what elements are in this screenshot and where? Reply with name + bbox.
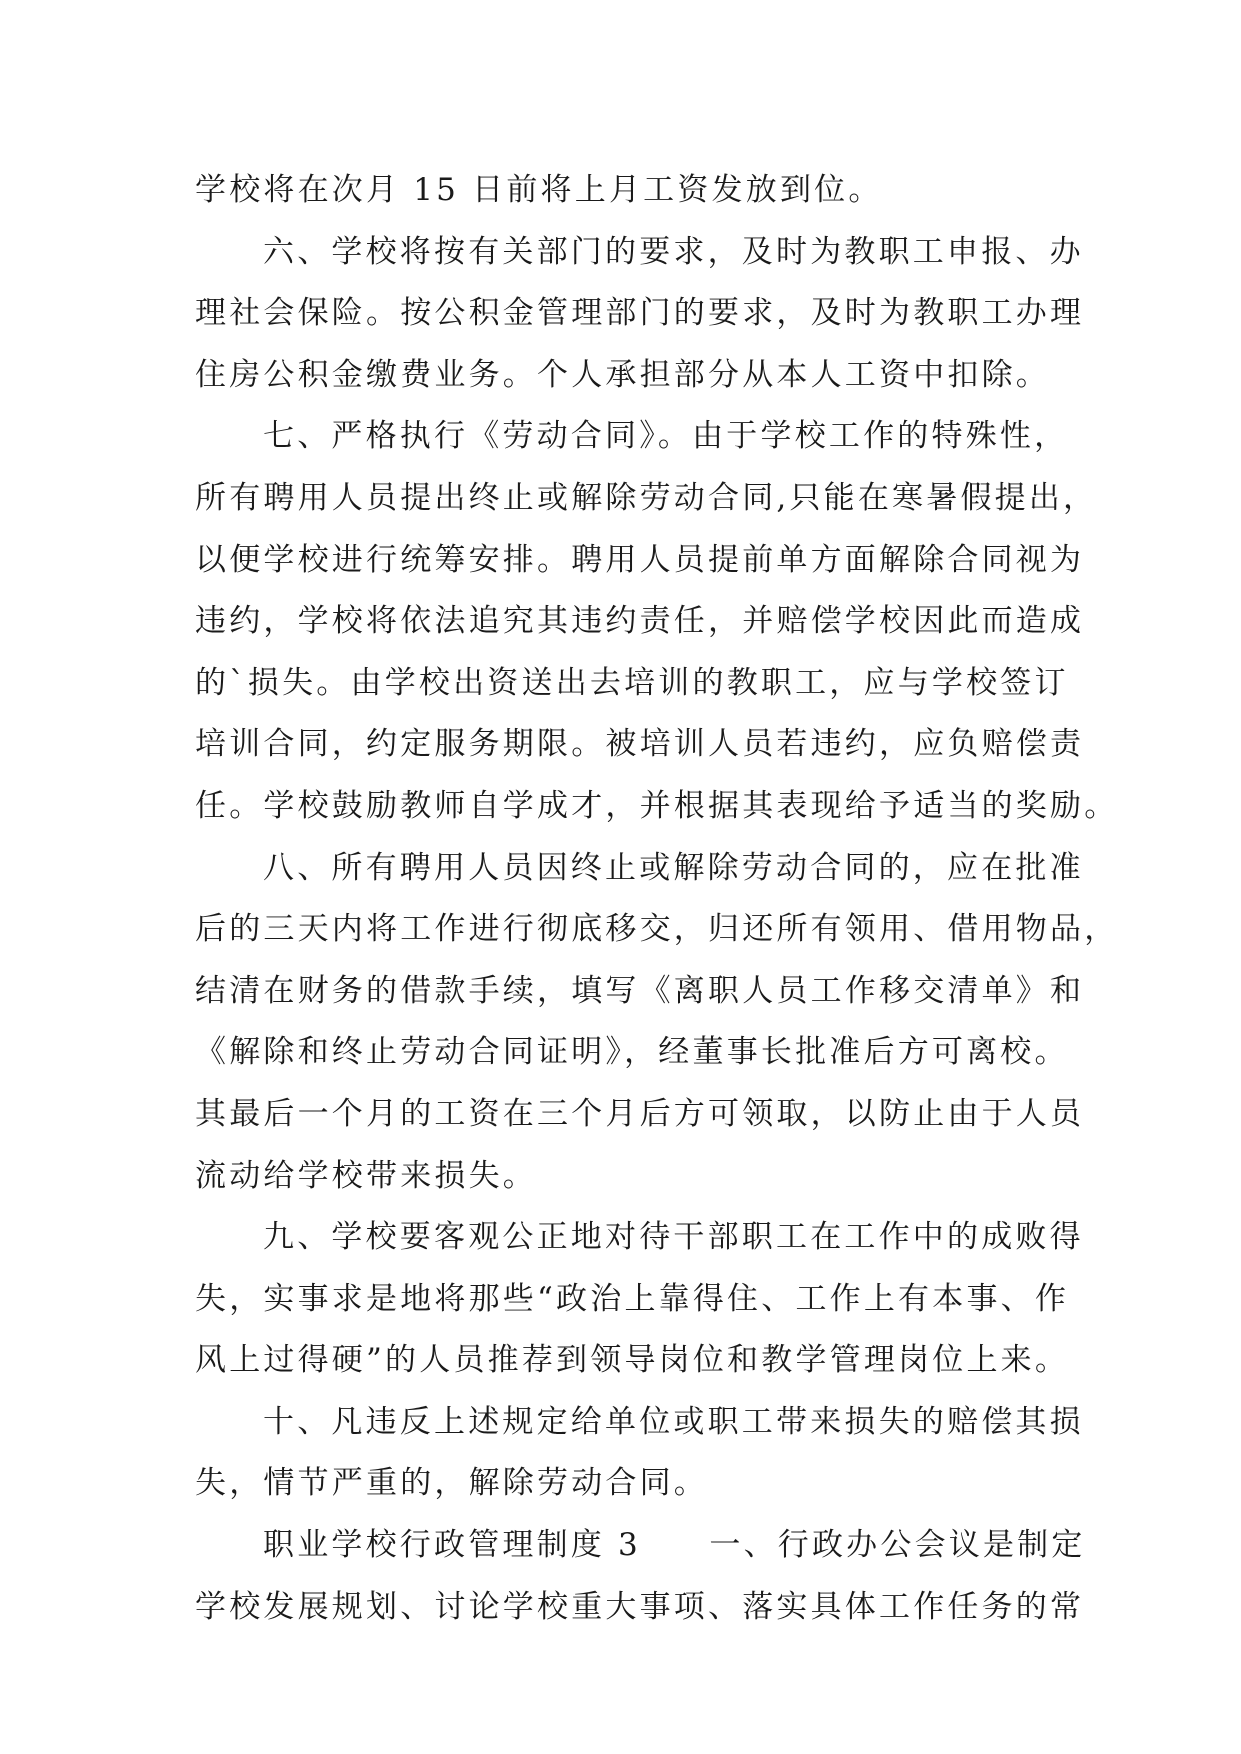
- section-three-heading-line: 职业学校行政管理制度 3 一、行政办公会议是制定: [263, 1527, 1086, 1564]
- text-line: 《解除和终止劳动合同证明》，经董事长批准后方可离校。: [195, 1034, 1069, 1071]
- text-line: 流动给学校带来损失。: [195, 1157, 537, 1194]
- document-body: [195, 160, 1119, 1638]
- paragraph-eight-start: 八、所有聘用人员因终止或解除劳动合同的，应在批准: [263, 849, 1084, 886]
- text-line: 失，实事求是地将那些“政治上靠得住、工作上有本事、作: [195, 1280, 1070, 1317]
- text-line: 理社会保险。按公积金管理部门的要求，及时为教职工办理: [195, 295, 1085, 332]
- paragraph-six-start: 六、学校将按有关部门的要求，及时为教职工申报、办: [263, 233, 1084, 270]
- text-line: 所有聘用人员提出终止或解除劳动合同,只能在寒暑假提出，: [195, 479, 1098, 516]
- paragraph-seven-start: 七、严格执行《劳动合同》。由于学校工作的特殊性，: [263, 418, 1069, 455]
- text-line: 违约，学校将依法追究其违约责任，并赔偿学校因此而造成: [195, 603, 1085, 640]
- text-line: 其最后一个月的工资在三个月后方可领取，以防止由于人员: [195, 1095, 1085, 1132]
- text-line: 学校发展规划、讨论学校重大事项、落实具体工作任务的常: [195, 1588, 1085, 1625]
- text-line: 学校将在次月 15 日前将上月工资发放到位。: [195, 172, 883, 208]
- text-line: 任。学校鼓励教师自学成才，并根据其表现给予适当的奖励。: [195, 787, 1119, 824]
- text-line: 风上过得硬”的人员推荐到领导岗位和教学管理岗位上来。: [195, 1342, 1070, 1379]
- text-line: 结清在财务的借款手续，填写《离职人员工作移交清单》和: [195, 972, 1085, 1009]
- text-line: 培训合同，约定服务期限。被培训人员若违约，应负赔偿责: [195, 726, 1085, 763]
- paragraph-ten-start: 十、凡违反上述规定给单位或职工带来损失的赔偿其损: [263, 1403, 1084, 1440]
- text-line: 住房公积金缴费业务。个人承担部分从本人工资中扣除。: [195, 356, 1050, 393]
- text-line: 以便学校进行统筹安排。聘用人员提前单方面解除合同视为: [195, 541, 1085, 578]
- text-line: 后的三天内将工作进行彻底移交，归还所有领用、借用物品，: [195, 911, 1119, 948]
- text-line: 的`损失。由学校出资送出去培训的教职工，应与学校签订: [195, 664, 1069, 701]
- text-line: 失，情节严重的，解除劳动合同。: [195, 1465, 708, 1502]
- paragraph-nine-start: 九、学校要客观公正地对待干部职工在工作中的成败得: [263, 1219, 1084, 1256]
